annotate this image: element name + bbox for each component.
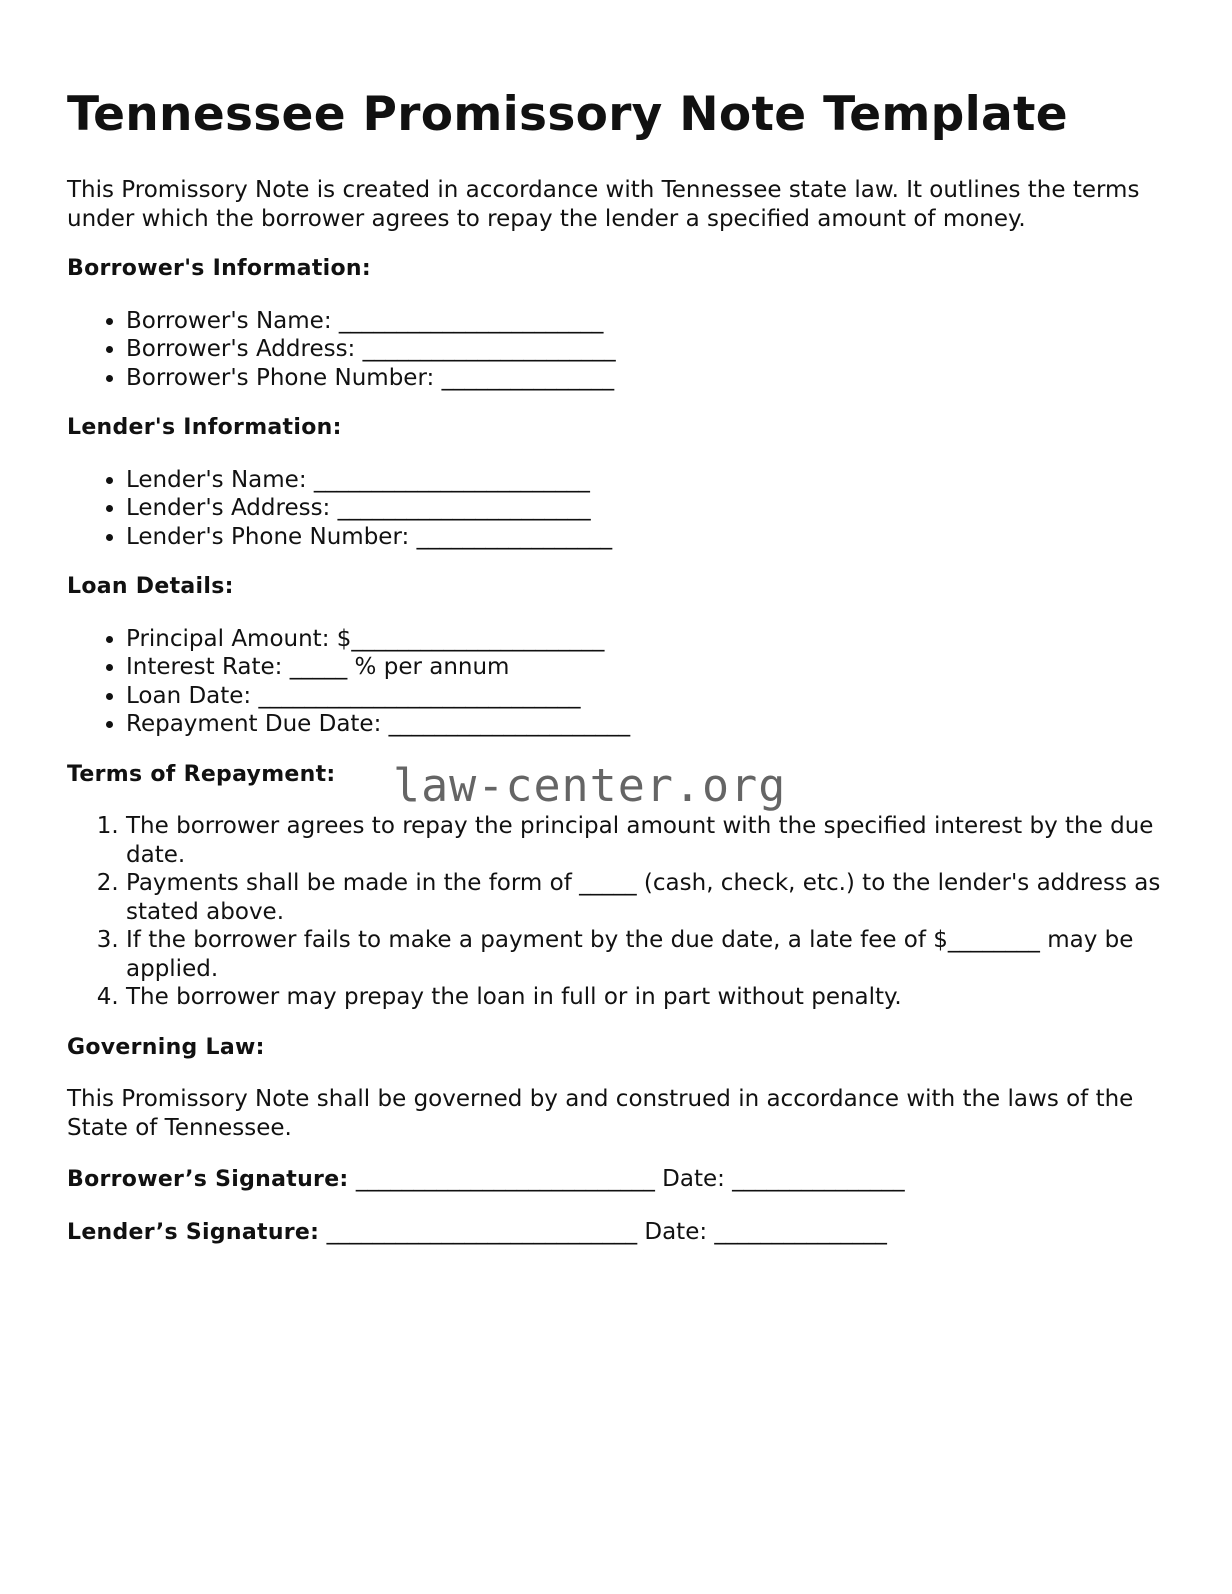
document-page xyxy=(67,82,1167,1247)
term-item: 1. The borrower agrees to repay the principal amount with the specified interest by the due date. xyxy=(126,812,1167,869)
intro-paragraph: This Promissory Note is created in accordance with Tennessee state law. It outlines the terms under which the borrower agrees to repay the lender a specified amount of money. xyxy=(67,177,1140,232)
borrower-address-item: • Borrower's Address: ______________________ xyxy=(126,335,1167,364)
borrower-phone-item: • Borrower's Phone Number: _______________ xyxy=(126,364,1167,393)
governing-law-text: This Promissory Note shall be governed by and construed in accordance with the laws of the State of Tennessee. xyxy=(67,1086,1134,1141)
borrower-signature-line xyxy=(67,1165,1167,1195)
term-item: 3. If the borrower fails to make a payment by the due date, a late fee of $________ may be applied. xyxy=(126,926,1167,983)
lender-signature-line xyxy=(67,1218,1167,1248)
loan-details-heading: Loan Details: xyxy=(67,574,234,599)
interest-rate-item: • Interest Rate: _____ % per annum xyxy=(126,653,1167,682)
repayment-due-date-item: • Repayment Due Date: _____________________ xyxy=(126,710,1167,739)
borrower-info-heading: Borrower's Information: xyxy=(67,256,371,281)
governing-law-heading: Governing Law: xyxy=(67,1034,265,1060)
lender-info-list xyxy=(67,466,1167,552)
loan-date-item: • Loan Date: ____________________________ xyxy=(126,682,1167,711)
borrower-name-item: • Borrower's Name: _______________________ xyxy=(126,307,1167,336)
terms-of-repayment-list xyxy=(67,812,1167,1012)
borrower-signature-blanks: __________________________ Date: _______________ xyxy=(355,1166,905,1192)
watermark: law-center.org xyxy=(393,759,787,812)
borrower-info-list xyxy=(67,307,1167,393)
principal-amount-item: • Principal Amount: $______________________ xyxy=(126,625,1167,654)
borrower-signature-label: Borrower’s Signature: xyxy=(67,1167,349,1192)
loan-details-list xyxy=(67,625,1167,739)
lender-phone-item: • Lender's Phone Number: _________________ xyxy=(126,523,1167,552)
lender-name-item: • Lender's Name: ________________________ xyxy=(126,466,1167,495)
lender-signature-blanks: ___________________________ Date: _______________ xyxy=(326,1218,887,1245)
term-item: 2. Payments shall be made in the form of _____ (cash, check, etc.) to the lender's address as stated above. xyxy=(126,869,1167,926)
terms-of-repayment-heading: Terms of Repayment: xyxy=(67,761,336,787)
lender-address-item: • Lender's Address: ______________________ xyxy=(126,494,1167,523)
lender-signature-label: Lender’s Signature: xyxy=(67,1219,320,1245)
lender-info-heading: Lender's Information: xyxy=(67,415,342,440)
term-item: 4. The borrower may prepay the loan in full or in part without penalty. xyxy=(126,983,1167,1012)
page-title: Tennessee Promissory Note Template xyxy=(67,87,1068,142)
